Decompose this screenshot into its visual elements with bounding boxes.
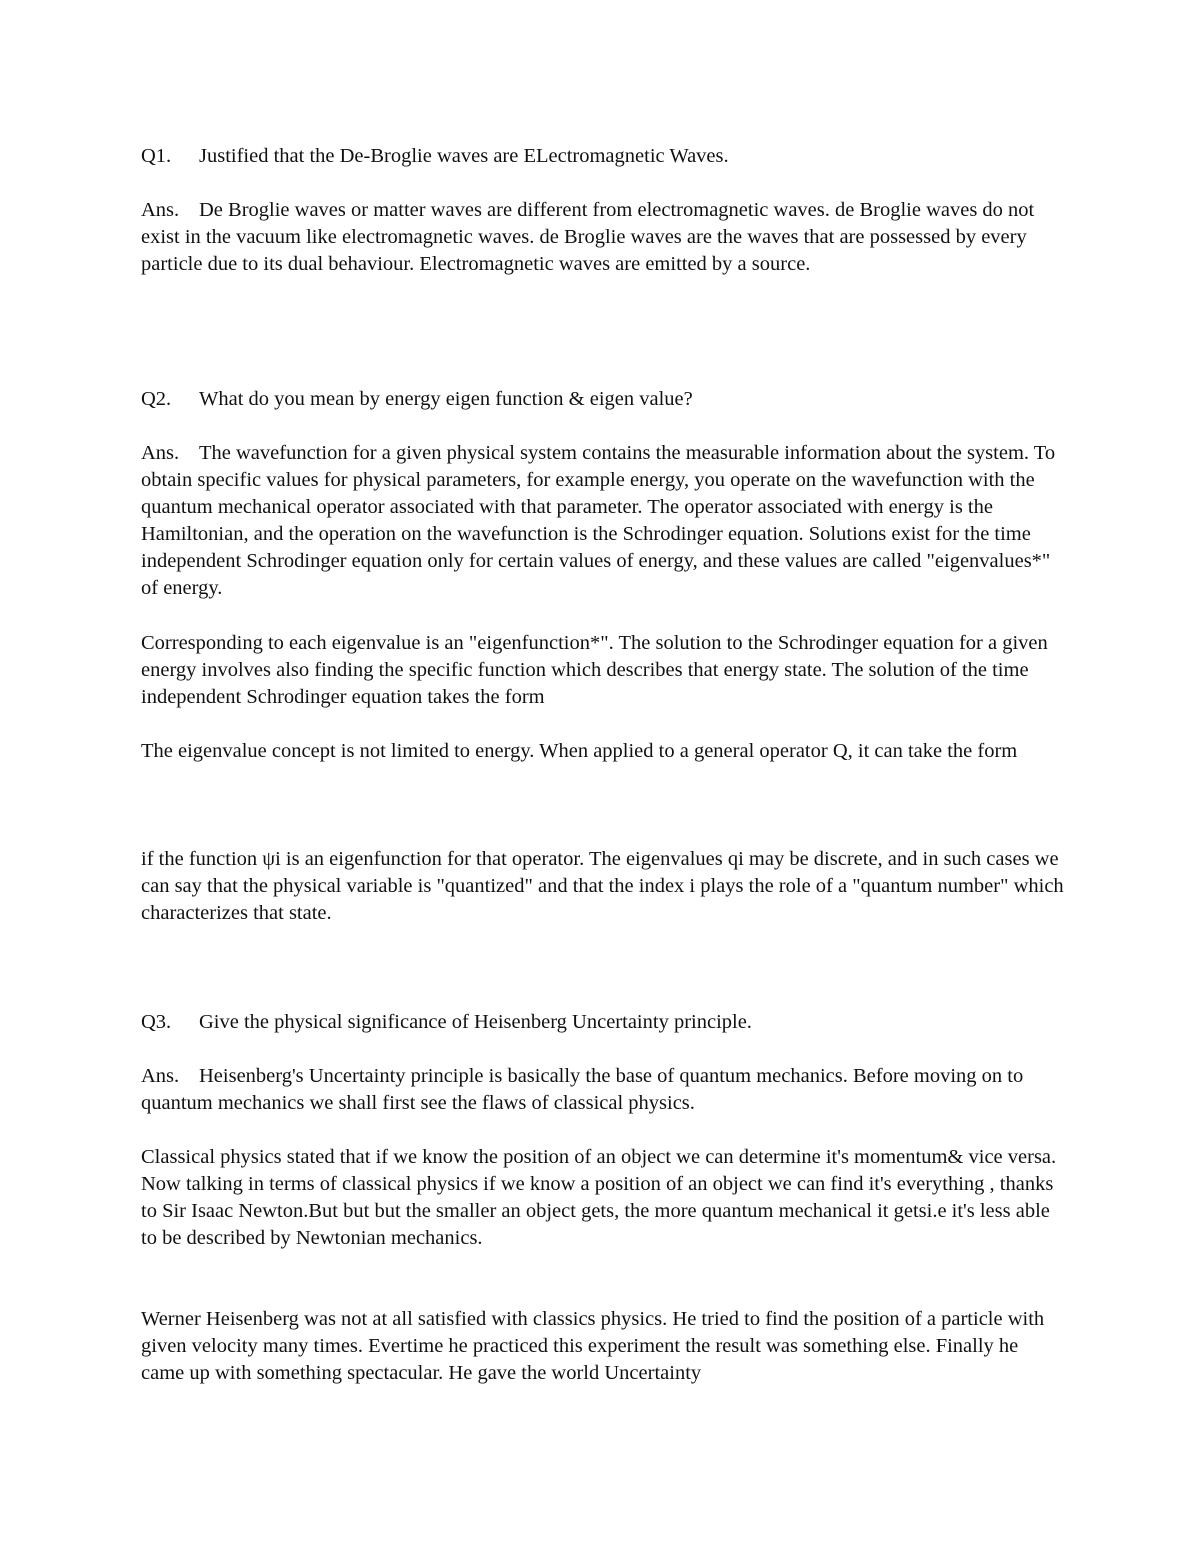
- q2-ans-label: Ans.: [141, 442, 180, 464]
- q2-para2-text: Corresponding to each eigenvalue is an "eigenfunction*". The solution to the Schrodinger equation for a given energy involves also finding the specific function which describes that energy state. The solution of the time independent Schrodinger equation takes the form: [141, 632, 1048, 708]
- q2-label: Q2.: [141, 388, 172, 410]
- q3-answer: Heisenberg's Uncertainty principle is basically the base of quantum mechanics. Before moving on to quantum mechanics we shall first see the flaws of classical physics.: [141, 1065, 1024, 1114]
- q3-para2-text: Classical physics stated that if we know the position of an object we can determine it's momentum& vice versa. Now talking in terms of classical physics if we know a position of an object we can find it's everything , thanks to Sir Isaac Newton.But but but the smaller an object gets, the more quantum mechanical it getsi.e it's less able to be described by Newtonian mechanics.: [141, 1146, 1057, 1249]
- q2-paragraph-4: [141, 846, 1066, 927]
- q2-paragraph-2: [141, 630, 1066, 711]
- q2-para3-text: The eigenvalue concept is not limited to energy. When applied to a general operator Q, it can take the form: [141, 740, 1018, 762]
- q2-question: What do you mean by energy eigen function & eigen value?: [199, 388, 693, 410]
- q2-paragraph-3: [141, 738, 1066, 765]
- q2-answer: The wavefunction for a given physical system contains the measurable information about the system. To obtain specific values for physical parameters, for example energy, you operate on the wavefunction with the quantum mechanical operator associated with that parameter. The operator associated with energy is the Hamiltonian, and the operation on the wavefunction is the Schrodinger equation. Solutions exist for the time independent Schrodinger equation only for certain values of energy, and these values are called "eigenvalues*" of energy.: [141, 442, 1056, 599]
- q3-label: Q3.: [141, 1011, 172, 1033]
- q1-answer-block: [141, 197, 1066, 278]
- q1-ans-label: Ans.: [141, 199, 180, 221]
- q3-answer-paragraph: [141, 1063, 1066, 1117]
- q3-para3-text: Werner Heisenberg was not at all satisfied with classics physics. He tried to find the position of a particle with given velocity many times. Evertime he practiced this experiment the result was something else. Finally he came up with something spectacular. He gave the world Uncertainty: [141, 1308, 1045, 1384]
- q3-paragraph-3: [141, 1306, 1066, 1387]
- q2-answer-paragraph: [141, 440, 1066, 602]
- q1-answer-paragraph: [141, 197, 1066, 278]
- q1-question-line: [141, 143, 1071, 170]
- q3-answer-block: [141, 1063, 1066, 1117]
- q2-question-line: [141, 386, 1071, 413]
- q3-question: Give the physical significance of Heisenberg Uncertainty principle.: [199, 1011, 752, 1033]
- q3-paragraph-2: [141, 1144, 1066, 1252]
- q1-question: Justified that the De-Broglie waves are ELectromagnetic Waves.: [199, 145, 729, 167]
- q3-question-line: [141, 1009, 1071, 1036]
- q1-label: Q1.: [141, 145, 172, 167]
- q1-answer: De Broglie waves or matter waves are different from electromagnetic waves. de Broglie waves do not exist in the vacuum like electromagnetic waves. de Broglie waves are the waves that are possessed by every particle due to its dual behaviour. Electromagnetic waves are emitted by a source.: [141, 199, 1035, 275]
- q2-para4-text: if the function ψi is an eigenfunction for that operator. The eigenvalues qi may be discrete, and in such cases we can say that the physical variable is "quantized" and that the index i plays the role of a "quantum number" which characterizes that state.: [141, 848, 1064, 924]
- q2-answer-block: [141, 440, 1066, 602]
- q3-ans-label: Ans.: [141, 1065, 180, 1087]
